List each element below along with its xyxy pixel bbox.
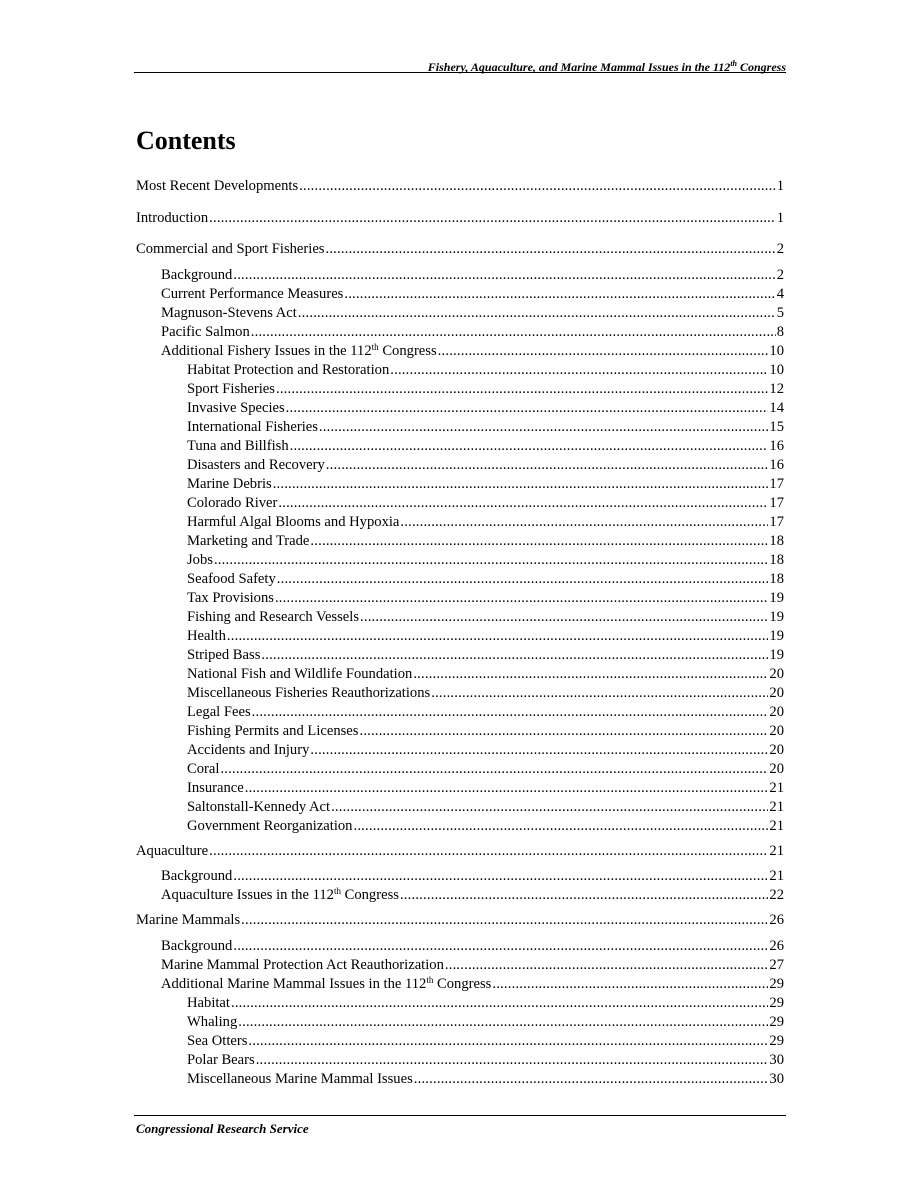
toc-page-number[interactable]: 4 bbox=[776, 285, 784, 302]
toc-entry[interactable] bbox=[136, 304, 784, 323]
toc-entry-label[interactable]: Marine Mammals bbox=[136, 912, 241, 928]
toc-entry[interactable] bbox=[136, 665, 784, 684]
toc-page-number[interactable]: 5 bbox=[776, 304, 784, 321]
toc-entry[interactable] bbox=[136, 437, 784, 456]
toc-leader-dots bbox=[319, 418, 769, 437]
toc-entry[interactable] bbox=[136, 1032, 784, 1051]
toc-page-number[interactable]: 21 bbox=[769, 817, 784, 834]
toc-page-number[interactable]: 20 bbox=[769, 665, 784, 682]
running-header bbox=[134, 56, 786, 72]
toc-leader-dots bbox=[261, 646, 768, 665]
toc-leader-dots bbox=[233, 266, 775, 285]
toc-page-number[interactable]: 27 bbox=[769, 956, 784, 973]
toc-entry[interactable] bbox=[136, 240, 784, 266]
toc-page-number[interactable]: 19 bbox=[769, 627, 784, 644]
toc-entry-label[interactable]: Disasters and Recovery bbox=[187, 456, 325, 473]
toc-page-number[interactable]: 26 bbox=[769, 937, 784, 954]
toc-page-number[interactable]: 20 bbox=[769, 684, 784, 701]
toc-page-number[interactable]: 21 bbox=[769, 798, 784, 815]
toc-leader-dots bbox=[209, 842, 768, 861]
header-rule bbox=[134, 72, 786, 73]
toc-entry-label[interactable]: Saltonstall-Kennedy Act bbox=[187, 798, 331, 815]
toc-leader-dots bbox=[400, 513, 768, 532]
page-title: Contents bbox=[136, 126, 236, 155]
toc-leader-dots bbox=[231, 994, 768, 1013]
toc-entry-label[interactable]: Invasive Species bbox=[187, 399, 285, 416]
toc-leader-dots bbox=[256, 1051, 769, 1070]
toc-leader-dots bbox=[214, 551, 768, 570]
running-header-sup: th bbox=[730, 59, 737, 68]
toc-entry[interactable] bbox=[136, 361, 784, 380]
toc-entry-label[interactable]: Coral bbox=[187, 760, 220, 777]
toc-page-number[interactable]: 1 bbox=[776, 178, 784, 194]
toc-entry-label[interactable]: Striped Bass bbox=[187, 646, 261, 663]
toc-page-number[interactable]: 10 bbox=[769, 342, 784, 359]
toc-leader-dots bbox=[310, 532, 768, 551]
toc-page-number[interactable]: 8 bbox=[776, 323, 784, 340]
toc-entry-label[interactable]: Fishing and Research Vessels bbox=[187, 608, 359, 625]
toc-entry-label[interactable]: Accidents and Injury bbox=[187, 741, 310, 758]
toc-page-number[interactable]: 29 bbox=[769, 975, 784, 992]
toc-entry-label[interactable]: Pacific Salmon bbox=[161, 323, 250, 340]
running-header-text: Fishery, Aquaculture, and Marine Mammal Issues in the 112 bbox=[427, 60, 731, 74]
toc-leader-dots bbox=[286, 399, 769, 418]
toc-entry[interactable] bbox=[136, 817, 784, 836]
toc-leader-dots bbox=[251, 323, 776, 342]
toc-entry[interactable] bbox=[136, 741, 784, 760]
toc-page-number[interactable]: 10 bbox=[769, 361, 784, 378]
toc-entry[interactable] bbox=[136, 1013, 784, 1032]
toc-entry[interactable] bbox=[136, 994, 784, 1013]
toc-entry-label[interactable]: Introduction bbox=[136, 209, 209, 226]
toc-entry-label[interactable]: Additional Fishery Issues in the 112th Congress bbox=[161, 341, 437, 359]
toc-entry[interactable] bbox=[136, 380, 784, 399]
toc-entry[interactable] bbox=[136, 760, 784, 779]
toc-entry[interactable] bbox=[136, 532, 784, 551]
toc-leader-dots bbox=[360, 608, 768, 627]
toc-entry-label[interactable]: Miscellaneous Marine Mammal Issues bbox=[187, 1070, 413, 1087]
toc-entry-label[interactable]: Marine Mammal Protection Act Reauthorization bbox=[161, 956, 444, 973]
toc-page-number[interactable]: 17 bbox=[769, 513, 784, 530]
toc-entry[interactable] bbox=[136, 513, 784, 532]
toc-page-number[interactable]: 19 bbox=[769, 589, 784, 606]
footer-text: Congressional Research Service bbox=[136, 1121, 309, 1136]
toc-entry-label[interactable]: Polar Bears bbox=[187, 1051, 255, 1068]
toc-page-number[interactable]: 16 bbox=[769, 456, 784, 473]
toc-entry-label[interactable]: Background bbox=[161, 937, 233, 954]
toc-leader-dots bbox=[233, 937, 768, 956]
toc-entry-label[interactable]: National Fish and Wildlife Foundation bbox=[187, 665, 413, 682]
toc-leader-dots bbox=[278, 494, 768, 513]
toc-page-number[interactable]: 17 bbox=[769, 494, 784, 511]
toc-page-number[interactable]: 12 bbox=[769, 380, 784, 397]
toc-page-number[interactable]: 20 bbox=[769, 722, 784, 739]
toc-entry[interactable] bbox=[136, 798, 784, 817]
table-of-contents bbox=[136, 177, 784, 1089]
toc-entry-label[interactable]: Seafood Safety bbox=[187, 570, 276, 587]
toc-entry-label[interactable]: Background bbox=[161, 266, 233, 283]
toc-entry[interactable] bbox=[136, 627, 784, 646]
toc-page-number[interactable]: 1 bbox=[776, 209, 784, 226]
toc-page-number[interactable]: 18 bbox=[769, 551, 784, 568]
toc-entry[interactable] bbox=[136, 494, 784, 513]
toc-entry-label[interactable]: Current Performance Measures bbox=[161, 285, 344, 302]
toc-entry[interactable] bbox=[136, 867, 784, 886]
toc-leader-dots bbox=[353, 817, 768, 836]
toc-entry-label[interactable]: Whaling bbox=[187, 1013, 238, 1030]
toc-entry[interactable] bbox=[136, 956, 784, 975]
toc-page-number[interactable]: 29 bbox=[769, 994, 784, 1011]
running-header-suffix: Congress bbox=[736, 60, 786, 74]
toc-leader-dots bbox=[245, 779, 769, 798]
toc-page-number[interactable]: 18 bbox=[769, 532, 784, 549]
toc-leader-dots bbox=[413, 665, 768, 684]
toc-entry[interactable] bbox=[136, 551, 784, 570]
toc-page-number[interactable]: 2 bbox=[776, 266, 784, 283]
toc-page-number[interactable]: 15 bbox=[769, 418, 784, 435]
toc-leader-dots bbox=[310, 741, 768, 760]
toc-entry-label[interactable]: Habitat bbox=[187, 994, 230, 1011]
toc-leader-dots bbox=[220, 760, 768, 779]
toc-leader-dots bbox=[276, 380, 768, 399]
toc-leader-dots bbox=[275, 589, 768, 608]
toc-entry-label[interactable]: Sea Otters bbox=[187, 1032, 248, 1049]
toc-entry[interactable] bbox=[136, 209, 784, 235]
toc-entry[interactable] bbox=[136, 266, 784, 285]
toc-entry[interactable] bbox=[136, 975, 784, 994]
footer-rule bbox=[134, 1115, 786, 1116]
toc-leader-dots bbox=[445, 956, 769, 975]
toc-entry-label[interactable]: Aquaculture bbox=[136, 842, 209, 859]
toc-entry-label[interactable]: Fishing Permits and Licenses bbox=[187, 722, 359, 739]
toc-page-number[interactable]: 19 bbox=[769, 646, 784, 663]
toc-entry[interactable] bbox=[136, 570, 784, 589]
toc-entry-label[interactable]: Government Reorganization bbox=[187, 817, 353, 834]
toc-leader-dots bbox=[344, 285, 775, 304]
toc-page-number[interactable]: 19 bbox=[769, 608, 784, 625]
toc-leader-dots bbox=[298, 304, 776, 323]
toc-leader-dots bbox=[438, 342, 769, 361]
toc-entry[interactable] bbox=[136, 1070, 784, 1089]
toc-leader-dots bbox=[277, 570, 769, 589]
toc-leader-dots bbox=[326, 456, 769, 475]
toc-page-number[interactable]: 21 bbox=[769, 779, 784, 796]
toc-leader-dots bbox=[390, 361, 768, 380]
toc-leader-dots bbox=[227, 627, 769, 646]
toc-leader-dots bbox=[273, 475, 769, 494]
toc-leader-dots bbox=[233, 867, 768, 886]
toc-entry[interactable] bbox=[136, 911, 784, 937]
toc-entry-label[interactable]: Magnuson-Stevens Act bbox=[161, 304, 297, 321]
toc-entry[interactable] bbox=[136, 646, 784, 665]
toc-leader-dots bbox=[248, 1032, 768, 1051]
toc-entry-label[interactable]: Marine Debris bbox=[187, 475, 272, 492]
toc-leader-dots bbox=[241, 911, 768, 930]
toc-entry-label[interactable]: Habitat Protection and Restoration bbox=[187, 361, 390, 378]
toc-leader-dots bbox=[492, 975, 768, 994]
toc-leader-dots bbox=[400, 886, 768, 905]
toc-leader-dots bbox=[299, 177, 776, 196]
toc-entry-label[interactable]: Jobs bbox=[187, 551, 213, 568]
toc-page-number[interactable]: 21 bbox=[769, 868, 784, 884]
toc-entry[interactable] bbox=[136, 177, 784, 203]
toc-entry-label[interactable]: Harmful Algal Blooms and Hypoxia bbox=[187, 513, 400, 530]
toc-entry[interactable] bbox=[136, 418, 784, 437]
toc-entry-label[interactable]: Colorado River bbox=[187, 494, 278, 511]
toc-entry[interactable] bbox=[136, 342, 784, 361]
toc-page-number[interactable]: 29 bbox=[769, 1013, 784, 1030]
toc-page-number[interactable]: 30 bbox=[769, 1051, 784, 1068]
toc-entry[interactable] bbox=[136, 703, 784, 722]
toc-entry[interactable] bbox=[136, 323, 784, 342]
toc-page-number[interactable]: 2 bbox=[776, 241, 784, 257]
toc-page-number[interactable]: 20 bbox=[769, 760, 784, 777]
toc-entry[interactable] bbox=[136, 285, 784, 304]
toc-entry[interactable] bbox=[136, 399, 784, 418]
toc-page-number[interactable]: 20 bbox=[769, 741, 784, 758]
toc-entry-label[interactable]: Sport Fisheries bbox=[187, 380, 275, 397]
toc-entry-label[interactable]: Additional Marine Mammal Issues in the 112th Congress bbox=[161, 974, 492, 992]
toc-entry-label[interactable]: Insurance bbox=[187, 779, 244, 796]
toc-entry-label[interactable]: Aquaculture Issues in the 112th Congress bbox=[161, 886, 399, 903]
toc-page-number[interactable]: 14 bbox=[769, 399, 784, 416]
toc-entry[interactable] bbox=[136, 937, 784, 956]
toc-leader-dots bbox=[359, 722, 768, 741]
toc-entry-label[interactable]: International Fisheries bbox=[187, 418, 318, 435]
toc-leader-dots bbox=[331, 798, 768, 817]
toc-leader-dots bbox=[414, 1070, 769, 1089]
toc-page-number[interactable]: 21 bbox=[769, 842, 784, 859]
toc-entry-label[interactable]: Most Recent Developments bbox=[136, 178, 299, 194]
toc-entry-label[interactable]: Health bbox=[187, 627, 226, 644]
toc-leader-dots bbox=[325, 240, 775, 259]
toc-entry[interactable] bbox=[136, 589, 784, 608]
toc-page-number[interactable]: 20 bbox=[769, 703, 784, 720]
toc-leader-dots bbox=[431, 684, 768, 703]
toc-page-number[interactable]: 30 bbox=[769, 1070, 784, 1087]
toc-entry[interactable] bbox=[136, 608, 784, 627]
toc-entry-label[interactable]: Legal Fees bbox=[187, 703, 251, 720]
toc-page-number[interactable]: 22 bbox=[769, 887, 784, 903]
toc-leader-dots bbox=[290, 437, 769, 456]
toc-entry[interactable] bbox=[136, 886, 784, 905]
toc-page-number[interactable]: 17 bbox=[769, 475, 784, 492]
toc-page-number[interactable]: 26 bbox=[769, 912, 784, 928]
toc-entry[interactable] bbox=[136, 779, 784, 798]
toc-entry[interactable] bbox=[136, 722, 784, 741]
toc-entry[interactable] bbox=[136, 1051, 784, 1070]
toc-entry-label[interactable]: Background bbox=[161, 868, 233, 884]
toc-page-number[interactable]: 16 bbox=[769, 437, 784, 454]
toc-page-number[interactable]: 29 bbox=[769, 1032, 784, 1049]
toc-entry-label[interactable]: Commercial and Sport Fisheries bbox=[136, 241, 325, 257]
toc-entry-label[interactable]: Miscellaneous Fisheries Reauthorizations bbox=[187, 684, 431, 701]
toc-leader-dots bbox=[209, 209, 776, 228]
toc-entry-label[interactable]: Tuna and Billfish bbox=[187, 437, 289, 454]
toc-leader-dots bbox=[238, 1013, 768, 1032]
toc-page-number[interactable]: 18 bbox=[769, 570, 784, 587]
toc-leader-dots bbox=[252, 703, 769, 722]
toc-entry[interactable] bbox=[136, 456, 784, 475]
toc-entry[interactable] bbox=[136, 684, 784, 703]
toc-entry-label[interactable]: Marketing and Trade bbox=[187, 532, 310, 549]
toc-entry[interactable] bbox=[136, 475, 784, 494]
toc-entry[interactable] bbox=[136, 842, 784, 868]
toc-entry-label[interactable]: Tax Provisions bbox=[187, 589, 274, 606]
